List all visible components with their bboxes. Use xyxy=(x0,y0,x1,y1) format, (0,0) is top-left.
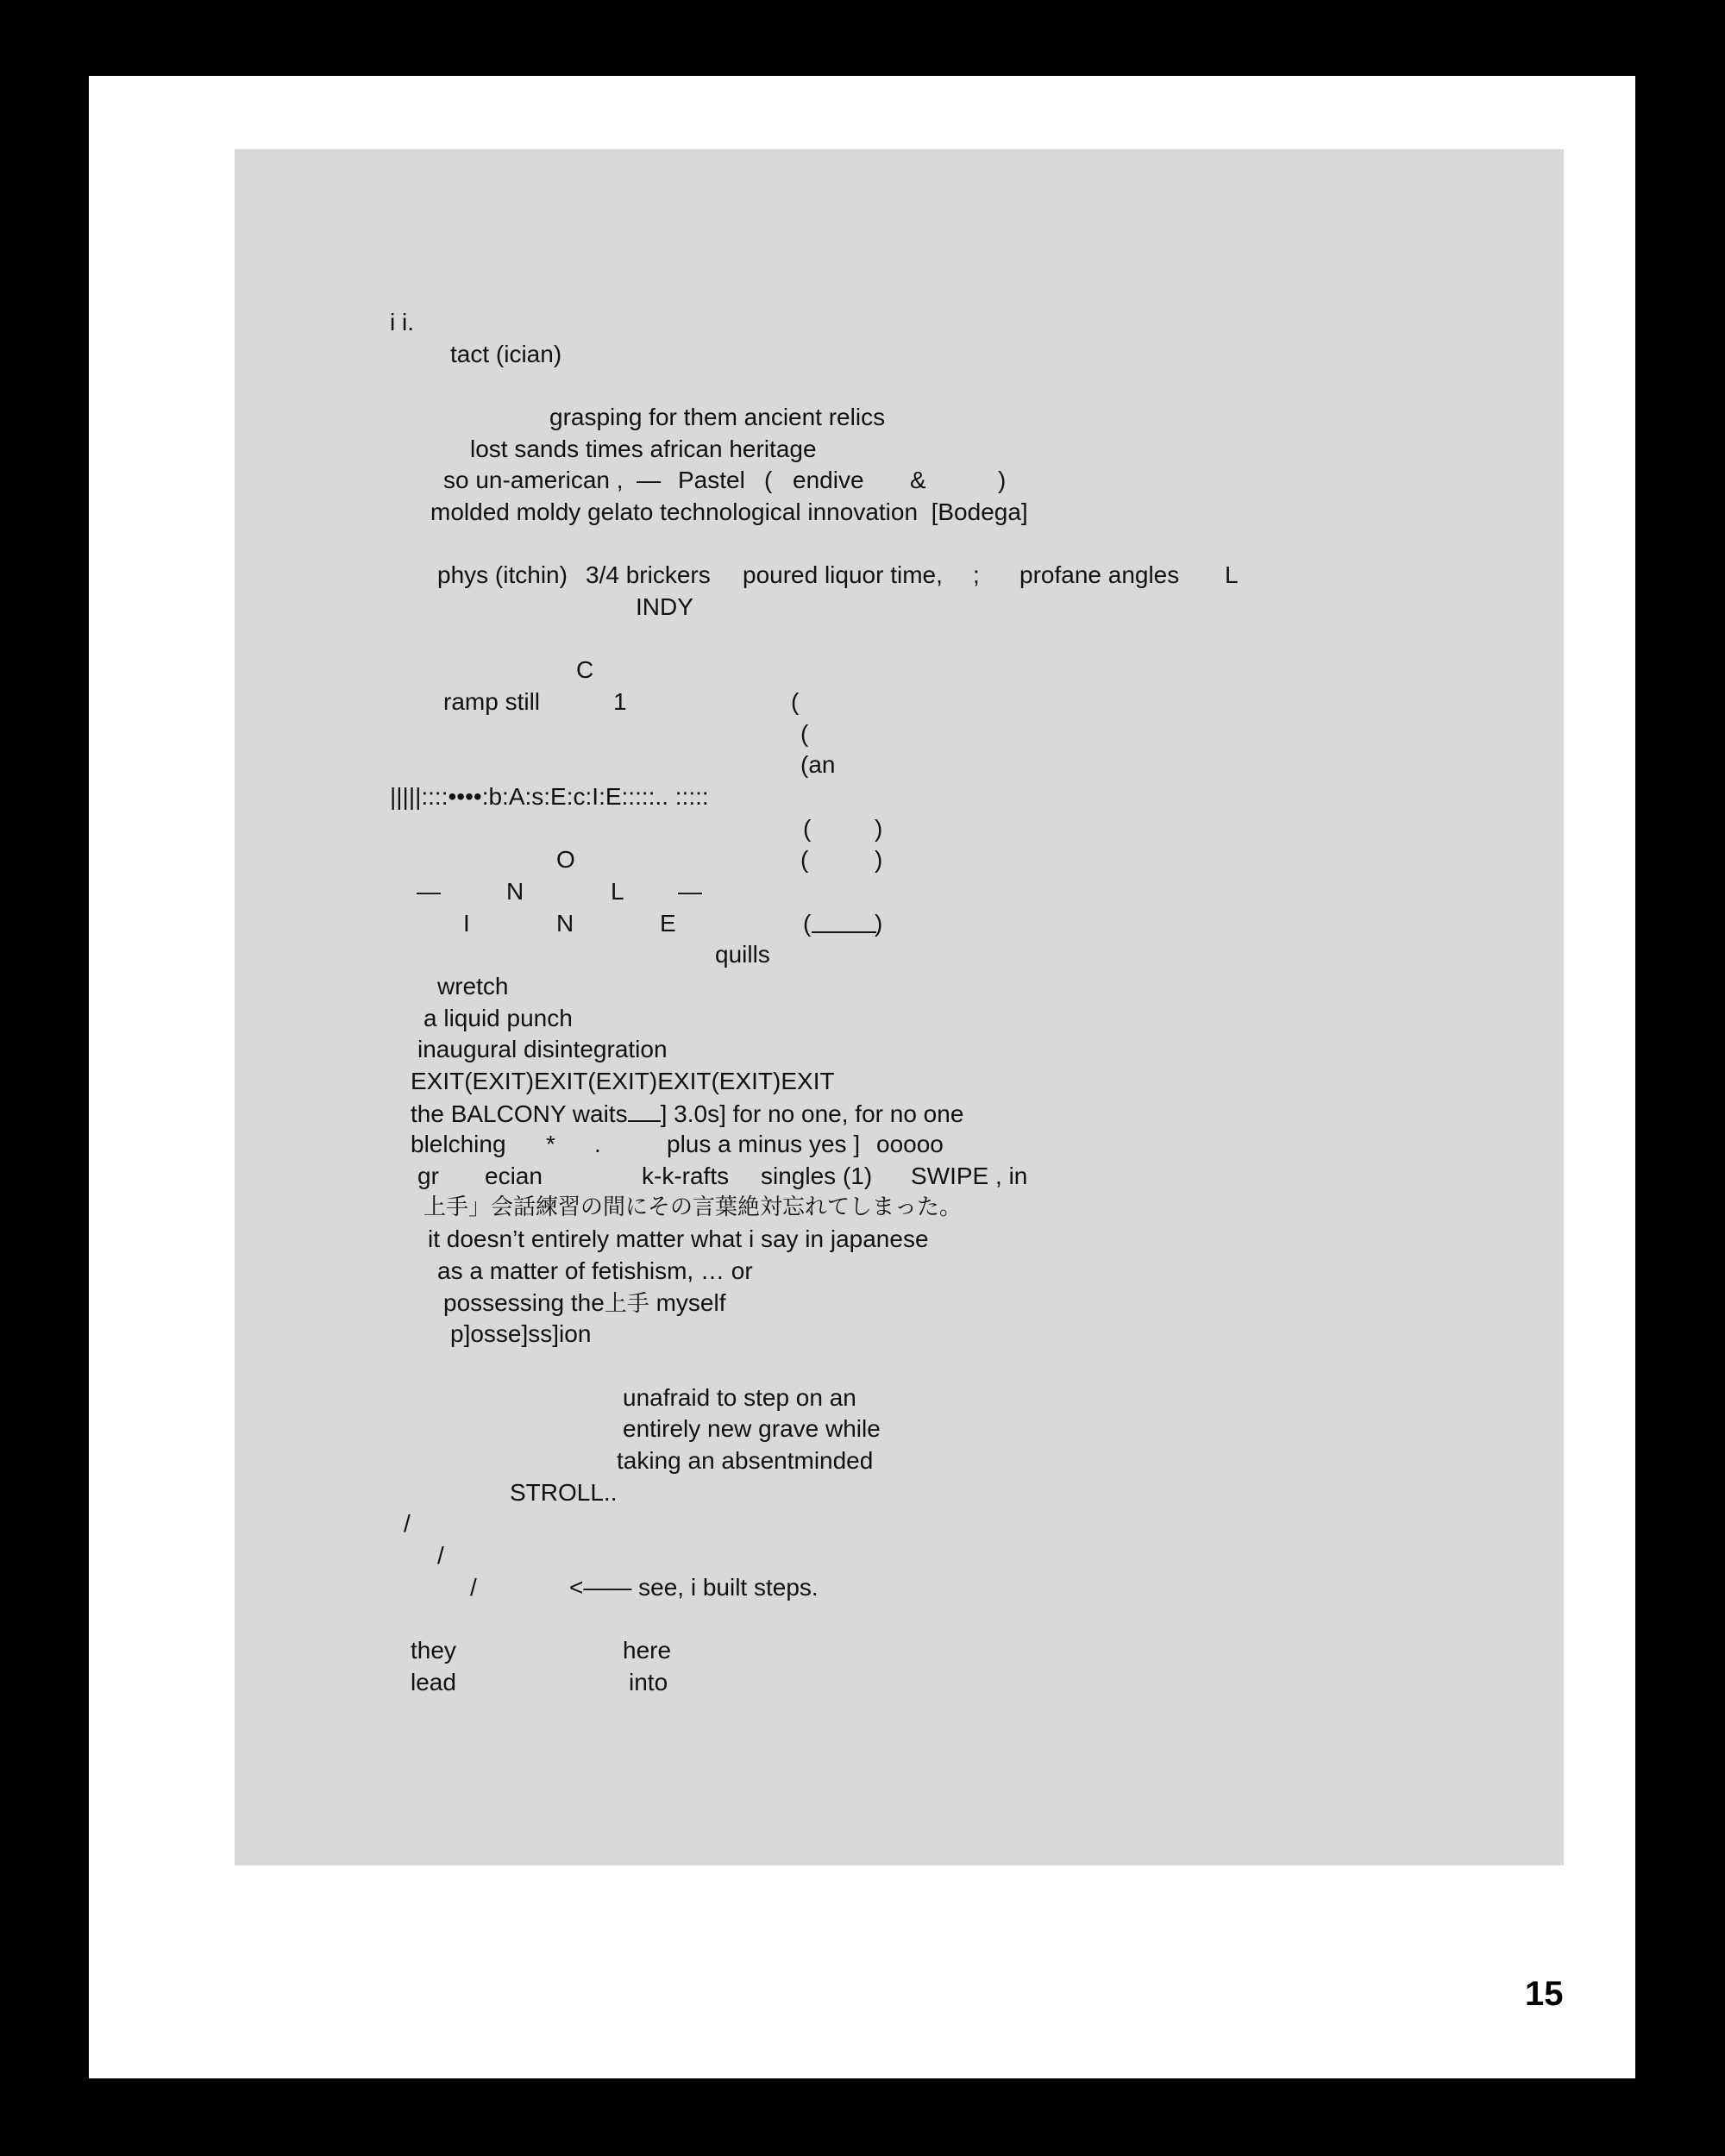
poem-line-14-part-2: ) xyxy=(875,815,883,842)
poem-line-4: lost sands times african heritage xyxy=(470,436,817,462)
poem-line-10-part-3: ( xyxy=(791,688,800,715)
poem-line-17-part-2: N xyxy=(556,910,574,937)
poem-line-17-part-3: E xyxy=(660,910,676,937)
poem-line-7-part-3: poured liquor time, xyxy=(743,561,943,588)
poem-line-21: inaugural disintegration xyxy=(417,1036,668,1062)
poem-line-19: wretch xyxy=(437,973,509,1000)
poem-line-22: EXIT(EXIT)EXIT(EXIT)EXIT(EXIT)EXIT xyxy=(411,1068,835,1094)
poem-line-7-part-4: ; xyxy=(973,561,980,588)
poem-line-25-part-3: k-k-rafts xyxy=(642,1163,730,1189)
poem-line-15-part-2: ( xyxy=(800,846,809,873)
poem-line-23-part-1: the BALCONY waits xyxy=(411,1100,628,1127)
step-slash-3: / xyxy=(470,1574,477,1601)
poem-line-16-part-1: — xyxy=(417,878,441,905)
poem-line-13: |||||::::••••:b:A:s:E:c:I:E:::::.. ::::: xyxy=(390,783,709,810)
poem-line-8: INDY xyxy=(636,593,693,620)
poem-line-15-part-3: ) xyxy=(875,846,883,873)
poem-line-24-part-2: * xyxy=(546,1131,555,1157)
poem-line-24-part-5: ooooo xyxy=(876,1131,944,1157)
poem-line-39-part-2: into xyxy=(629,1669,668,1695)
poem-line-32: entirely new grave while xyxy=(623,1415,881,1442)
poem-line-5-part-2: Pastel xyxy=(678,467,745,493)
poem-line-38-part-2: here xyxy=(623,1637,672,1664)
poem-line-25-part-5: SWIPE , in xyxy=(911,1163,1028,1189)
poem-line-33: taking an absentminded xyxy=(617,1447,874,1474)
poem-line-27: it doesn’t entirely matter what i say in japanese xyxy=(428,1225,929,1252)
poem-line-7-part-6: L xyxy=(1225,561,1239,588)
poem-line-5-part-6: ) xyxy=(998,467,1007,493)
poem-line-5-part-3: ( xyxy=(764,467,773,493)
poem-line-15-part-1: O xyxy=(556,846,575,873)
poem-line-10-part-1: ramp still xyxy=(443,688,541,715)
poem-line-28: as a matter of fetishism, … or xyxy=(437,1257,753,1284)
step-slash-2: / xyxy=(437,1542,444,1569)
poem-line-24-part-3: . xyxy=(594,1131,601,1157)
poem-line-9: C xyxy=(576,656,594,683)
poem-line-31: unafraid to step on an xyxy=(623,1384,856,1411)
poem-line-14-part-1: ( xyxy=(803,815,812,842)
poem-line-26-japanese: 上手」会話練習の間にその言葉絶対忘れてしまった。 xyxy=(423,1194,963,1220)
poem-line-5-part-4: endive xyxy=(793,467,864,493)
poem-line-7-part-5: profane angles xyxy=(1019,561,1180,588)
poem-line-24-part-4: plus a minus yes ] xyxy=(667,1131,861,1157)
poem-line-29-part-1: possessing the xyxy=(443,1289,605,1316)
poem-line-7-part-1: phys (itchin) xyxy=(437,561,568,588)
poem-line-5-part-5: & xyxy=(910,467,926,493)
poem-line-25-part-2: ecian xyxy=(485,1163,543,1189)
poem-line-38-part-1: they xyxy=(411,1637,456,1664)
poem-line-16-part-3: L xyxy=(611,878,624,905)
poem-line-5-part-1: so un-american , — xyxy=(443,467,662,493)
poem-line-16-part-2: N xyxy=(506,878,524,905)
page-number: 15 xyxy=(1525,1975,1564,2013)
poem-line-18: quills xyxy=(715,941,770,968)
poem-line-11: ( xyxy=(800,720,809,747)
poem-line-30: p]osse]ss]ion xyxy=(450,1320,592,1347)
poem-line-29 xyxy=(443,1291,726,1315)
poem-line-2: tact (ician) xyxy=(450,341,562,367)
poem-line-29-part-3: myself xyxy=(649,1289,726,1316)
poem-line-17-part-5: ) xyxy=(875,910,883,937)
poem-line-34: STROLL.. xyxy=(510,1479,618,1506)
poem-line-23-part-2: ] 3.0s] for no one, for no one xyxy=(660,1100,964,1127)
poem-line-16-part-4: — xyxy=(678,878,702,905)
poem-line-1: i i. xyxy=(390,309,414,335)
poem-line-17-part-4: ( xyxy=(803,910,812,937)
page-spine-line xyxy=(85,76,89,2078)
poem-line-6: molded moldy gelato technological innovation [Bodega] xyxy=(430,498,1028,525)
poem-line-10-part-2: 1 xyxy=(613,688,627,715)
poem-line-17-part-1: I xyxy=(463,910,470,937)
poem-line-12: (an xyxy=(800,751,836,778)
balcony-blank xyxy=(628,1101,661,1122)
poem-line-3: grasping for them ancient relics xyxy=(549,404,886,430)
fill-in-blank-line xyxy=(812,931,876,933)
poem-line-39-part-1: lead xyxy=(411,1669,456,1695)
poem-line-29-part-2: 上手 xyxy=(604,1291,649,1317)
poem-line-25-part-4: singles (1) xyxy=(761,1163,873,1189)
step-slash-1: / xyxy=(404,1510,411,1537)
poem-line-7-part-2: 3/4 brickers xyxy=(586,561,711,588)
steps-note: <—— see, i built steps. xyxy=(569,1574,819,1601)
poem-line-24-part-1: blelching xyxy=(411,1131,506,1157)
poem-line-25-part-1: gr xyxy=(417,1163,439,1189)
poem-line-23 xyxy=(411,1101,963,1126)
poem-line-20: a liquid punch xyxy=(423,1005,573,1031)
